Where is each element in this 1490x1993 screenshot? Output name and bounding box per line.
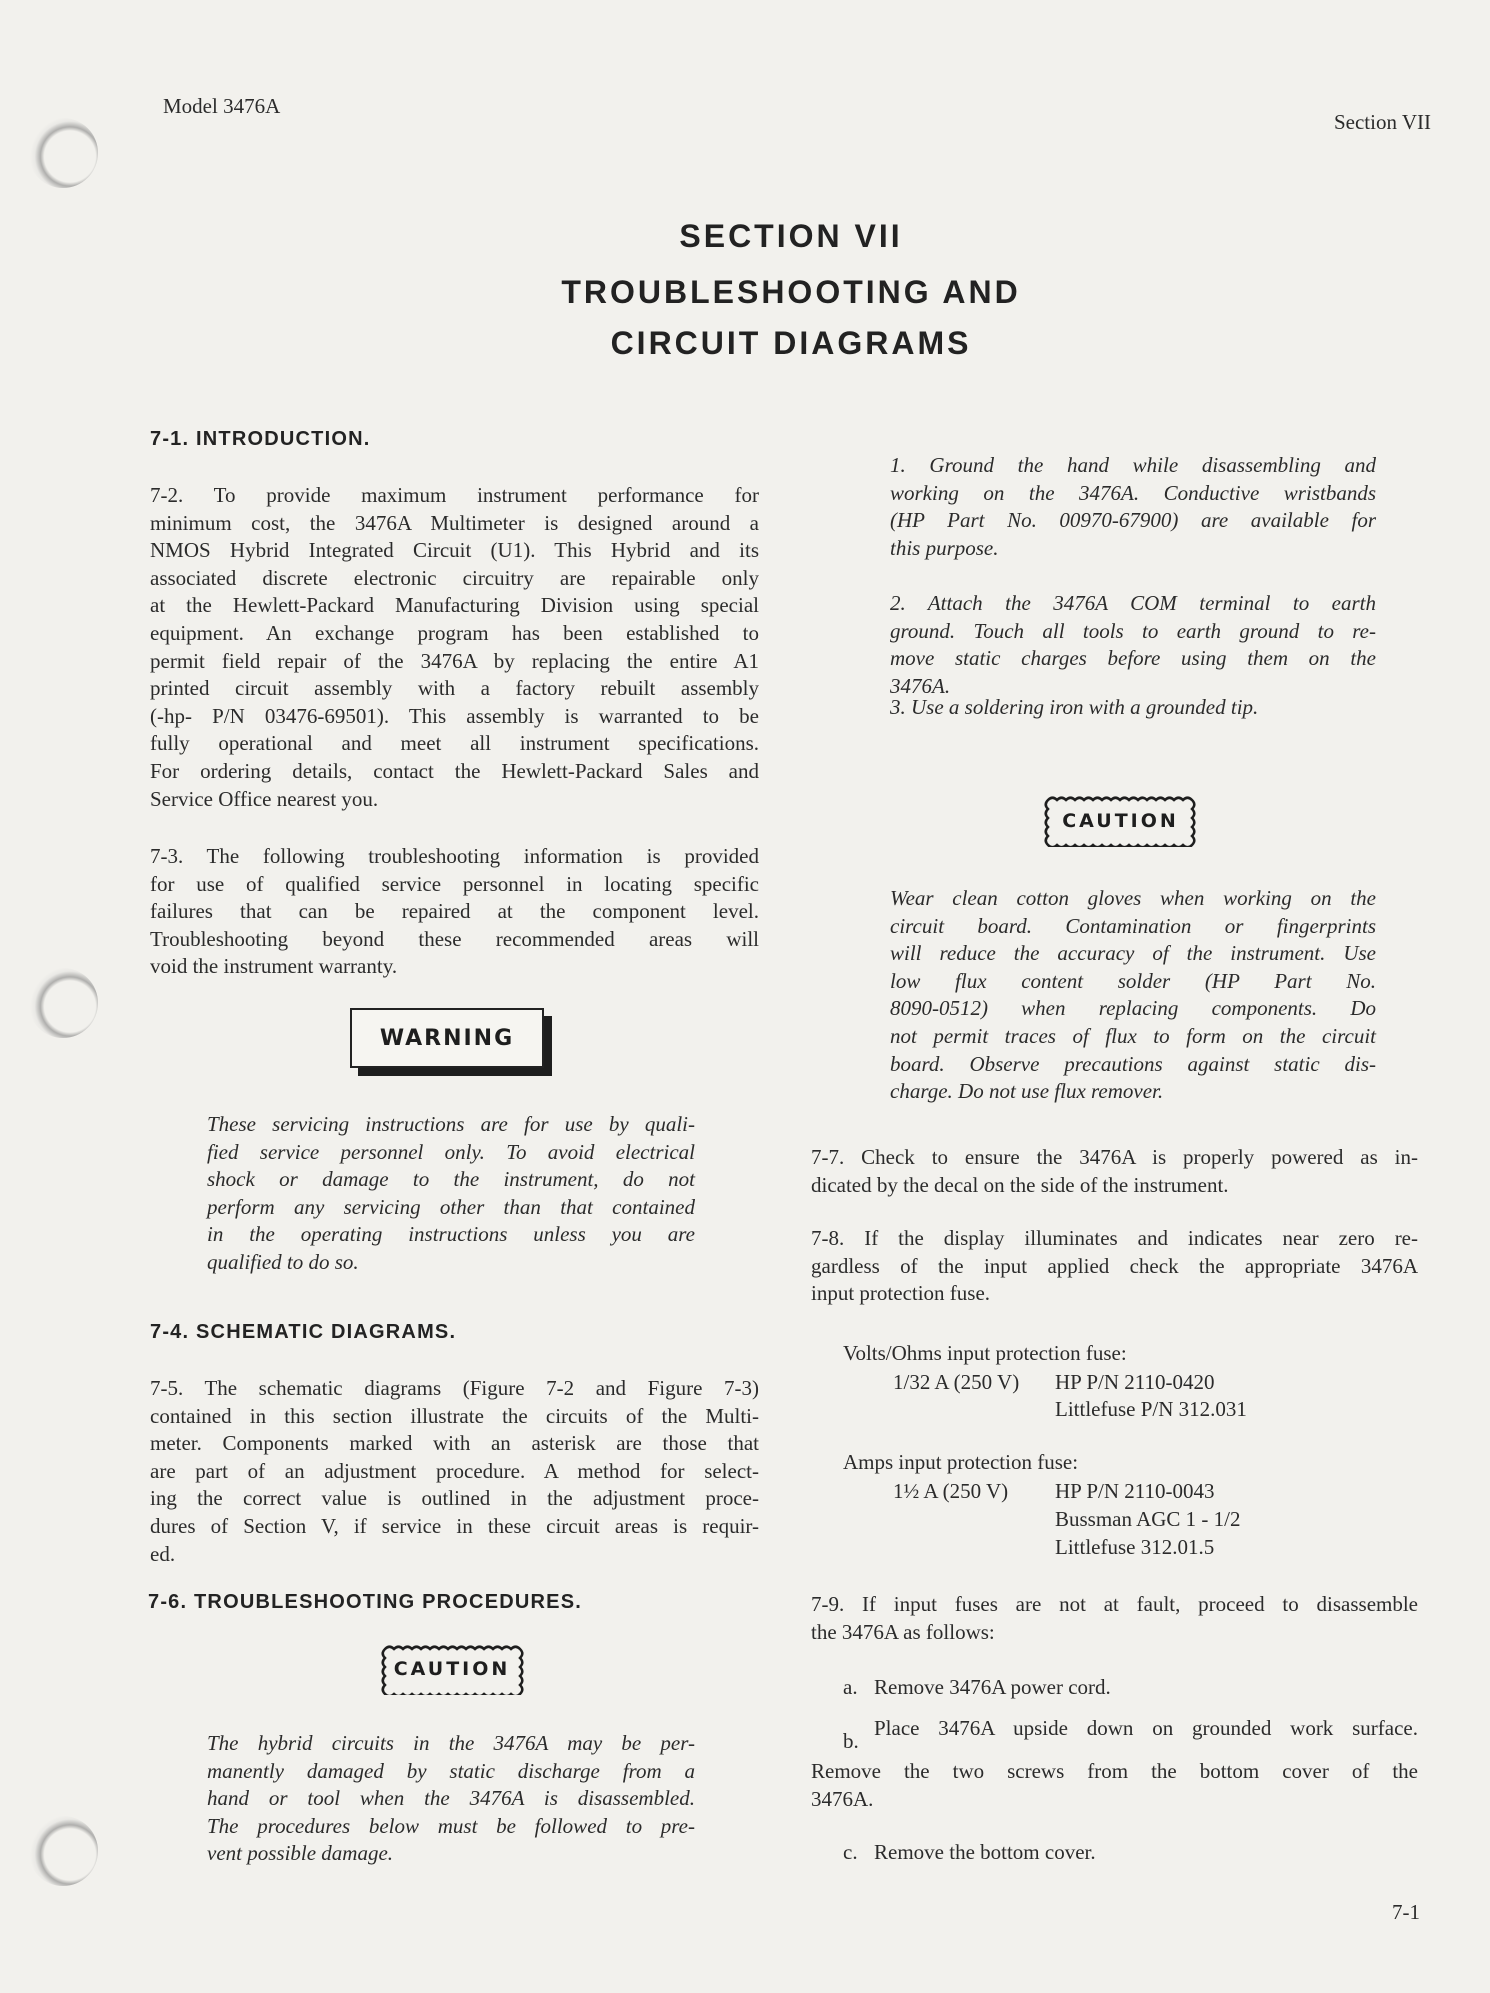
text-line: in the operating instructions unless you are [207, 1222, 695, 1247]
text-line: NMOS Hybrid Integrated Circuit (U1). This Hybrid and its [150, 538, 759, 563]
text-line: hand or tool when the 3476A is disassembled. [207, 1786, 695, 1811]
text-line: fied service personnel only. To avoid electrical [207, 1139, 695, 1164]
section-title-line3: CIRCUIT DIAGRAMS [610, 325, 972, 361]
heading-troubleshooting-procedures: 7-6. TROUBLESHOOTING PROCEDURES. [148, 1591, 582, 1613]
caution-text [207, 1730, 695, 1868]
text-line: circuit board. Contamination or fingerprints [890, 913, 1376, 938]
text-line: minimum cost, the 3476A Multimeter is designed around a [150, 510, 759, 535]
text-line: (-hp- P/N 03476-69501). This assembly is warranted to be [150, 703, 759, 728]
text-line: 7-2. To provide maximum instrument performance for [150, 483, 759, 507]
text-line: low flux content solder (HP Part No. [890, 968, 1376, 993]
text-line: void the instrument warranty. [150, 954, 398, 979]
text-line: 1. Ground the hand while disassembling and [890, 453, 1376, 477]
text-line: The hybrid circuits in the 3476A may be per- [207, 1731, 695, 1755]
paragraph-7-7 [811, 1144, 1418, 1199]
fuse-volts-part: Littlefuse P/N 312.031 [1055, 1397, 1247, 1421]
text-line: permit field repair of the 3476A by replacing the entire A1 [150, 648, 759, 673]
caution-label [1042, 794, 1199, 847]
text-line: Wear clean cotton gloves when working on the [890, 886, 1376, 910]
text-line: perform any servicing other than that contained [207, 1194, 695, 1219]
fuse-amps-part: HP P/N 2110-0043 [1055, 1479, 1215, 1503]
punch-hole-decoration [28, 118, 98, 188]
text-line: the 3476A as follows: [811, 1619, 995, 1644]
text-line: 7-7. Check to ensure the 3476A is properly powered as in- [811, 1145, 1418, 1169]
step-c-letter: c. [843, 1840, 858, 1864]
text-line: 7-8. If the display illuminates and indicates near zero re- [811, 1226, 1418, 1250]
text-line: printed circuit assembly with a factory rebuilt assembly [150, 676, 759, 701]
text-line: For ordering details, contact the Hewlett-Packard Sales and [150, 758, 759, 783]
warning-text [207, 1111, 695, 1277]
text-line: dicated by the decal on the side of the instrument. [811, 1172, 1229, 1197]
model-header: Model 3476A [163, 94, 281, 118]
text-line: manently damaged by static discharge from a [207, 1758, 695, 1783]
punch-hole-decoration [28, 968, 98, 1038]
text-line: for use of qualified service personnel in locating specific [150, 871, 759, 896]
text-line: not permit traces of flux to form on the circuit [890, 1023, 1376, 1048]
caution-label-text: CAUTION [1062, 809, 1179, 832]
text-line: These servicing instructions are for use by quali- [207, 1112, 695, 1136]
paragraph-7-3 [150, 843, 759, 981]
paragraph-7-5 [150, 1375, 759, 1568]
fuse-volts-part: HP P/N 2110-0420 [1055, 1370, 1215, 1394]
section-title: SECTION VII [679, 218, 903, 254]
text-line: 8090-0512) when replacing components. Do [890, 996, 1376, 1021]
text-line: fully operational and meet all instrument specifications. [150, 731, 759, 756]
warning-label-text: WARNING [379, 1025, 515, 1051]
step-a-text: Remove 3476A power cord. [874, 1675, 1111, 1699]
text-line: board. Observe precautions against static dis- [890, 1051, 1376, 1076]
text-line: dures of Section V, if service in these circuit areas is requir- [150, 1513, 759, 1538]
text-line: contained in this section illustrate the circuits of the Multi- [150, 1403, 759, 1428]
text-line: move static charges before using them on the [890, 646, 1376, 671]
paragraph-7-2 [150, 482, 759, 813]
step-b-letter: b. [843, 1729, 859, 1753]
text-line: associated discrete electronic circuitry are repairable only [150, 565, 759, 590]
text-line: 3476A. [890, 673, 951, 698]
text-line: 7-5. The schematic diagrams (Figure 7-2 and Figure 7-3) [150, 1376, 759, 1400]
text-line: at the Hewlett-Packard Manufacturing Division using special [150, 593, 759, 618]
text-line: qualified to do so. [207, 1249, 359, 1274]
page-number: 7-1 [1392, 1900, 1420, 1924]
text-line: ed. [150, 1541, 176, 1566]
text-line: 2. Attach the 3476A COM terminal to earth [890, 591, 1376, 615]
text-line: this purpose. [890, 535, 999, 560]
text-line: vent possible damage. [207, 1841, 394, 1866]
precaution-item-1 [890, 452, 1376, 562]
paragraph-7-9 [811, 1591, 1418, 1646]
text-line: charge. Do not use flux remover. [890, 1079, 1164, 1104]
text-line: will reduce the accuracy of the instrument. Use [890, 941, 1376, 966]
text-line: are part of an adjustment procedure. A method for select- [150, 1458, 759, 1483]
caution-text-gloves [890, 885, 1376, 1106]
precaution-item-3 [890, 694, 1376, 722]
text-line: 7-3. The following troubleshooting information is provided [150, 844, 759, 868]
text-line: Service Office nearest you. [150, 786, 379, 811]
heading-introduction: 7-1. INTRODUCTION. [150, 428, 371, 450]
caution-label [379, 1643, 525, 1695]
section-title-line2: TROUBLESHOOTING AND [561, 274, 1021, 310]
precaution-item-2 [890, 590, 1376, 700]
text-line: meter. Components marked with an asterisk are those that [150, 1431, 759, 1456]
text-line: ing the correct value is outlined in the adjustment proce- [150, 1486, 759, 1511]
text-line: gardless of the input applied check the appropriate 3476A [811, 1253, 1418, 1278]
punch-hole-decoration [28, 1816, 98, 1886]
fuse-amps-title: Amps input protection fuse: [843, 1450, 1079, 1474]
warning-label [350, 1008, 544, 1068]
text-line: working on the 3476A. Conductive wristbands [890, 480, 1376, 505]
text-line: equipment. An exchange program has been established to [150, 620, 759, 645]
text-line: failures that can be repaired at the component level. [150, 899, 759, 924]
text-line: 7-9. If input fuses are not at fault, proceed to disassemble [811, 1592, 1418, 1616]
text-line: input protection fuse. [811, 1281, 991, 1306]
text-line: Remove the two screws from the bottom cover of the [811, 1759, 1418, 1783]
text-line: ground. Touch all tools to earth ground to re- [890, 618, 1376, 643]
fuse-volts-title: Volts/Ohms input protection fuse: [843, 1341, 1127, 1365]
text-line: Troubleshooting beyond these recommended areas will [150, 926, 759, 951]
text-line: Place 3476A upside down on grounded work surface. [874, 1716, 1418, 1740]
text-line: (HP Part No. 00970-67900) are available for [890, 508, 1376, 533]
step-c-text: Remove the bottom cover. [874, 1840, 1096, 1864]
paragraph-7-8 [811, 1225, 1418, 1308]
step-b-continuation [811, 1758, 1418, 1813]
heading-schematic-diagrams: 7-4. SCHEMATIC DIAGRAMS. [150, 1321, 457, 1343]
text-line: shock or damage to the instrument, do not [207, 1167, 695, 1192]
text-line: 3. Use a soldering iron with a grounded tip. [890, 695, 1259, 719]
step-a-letter: a. [843, 1675, 858, 1699]
step-b-text [874, 1715, 1418, 1743]
fuse-volts-rating: 1/32 A (250 V) [893, 1370, 1020, 1394]
caution-label-text: CAUTION [393, 1658, 511, 1680]
fuse-amps-rating: 1½ A (250 V) [893, 1479, 1009, 1503]
text-line: 3476A. [811, 1786, 874, 1811]
section-header: Section VII [1333, 110, 1431, 134]
fuse-amps-part: Littlefuse 312.01.5 [1055, 1535, 1215, 1559]
text-line: The procedures below must be followed to pre- [207, 1813, 695, 1838]
fuse-amps-part: Bussman AGC 1 - 1/2 [1055, 1507, 1241, 1531]
